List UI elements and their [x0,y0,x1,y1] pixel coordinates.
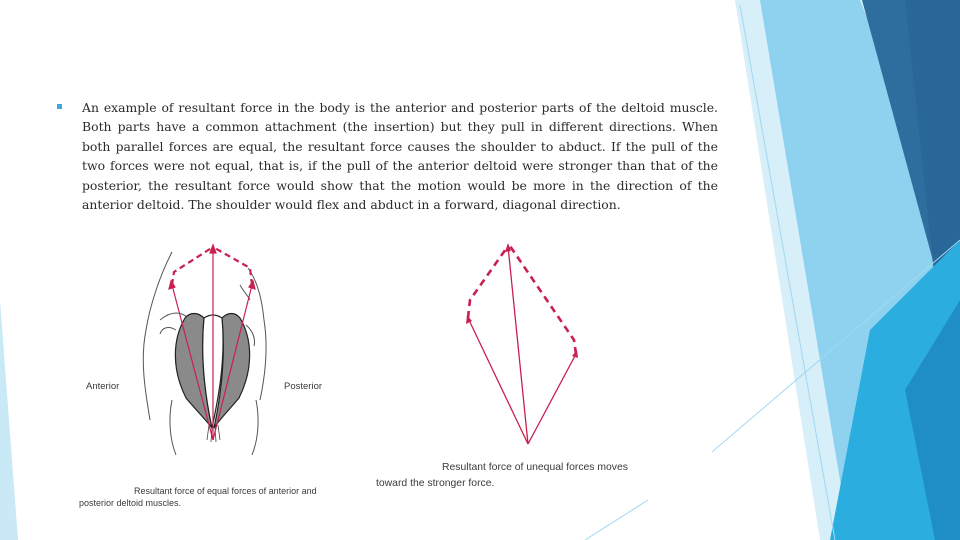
posterior-vector-unequal [528,354,576,444]
label-anterior: Anterior [86,381,120,392]
parallelogram-dashed-left-unequal [468,246,508,318]
caption-unequal-forces [376,460,656,492]
body-paragraph: An example of resultant force in the body is the anterior and posterior parts of the deltoid muscle. Both parts have a common attachment (the insertion) but they pull in different directions. When both parallel forces are equal, the resultant force causes the shoulder to abduct. If the pull of the two forces were not equal, that is, if the pull of the anterior deltoid were stronger than that of the posterior, the resultant force would show that the motion would be more in the direction of the anterior deltoid. The shoulder would flex and abduct in a forward, diagonal direction. [82,100,718,213]
label-posterior: Posterior [284,381,323,392]
caption-equal-line1: Resultant force of equal forces of anterior and [134,486,317,496]
caption-unequal-line2: toward the stronger force. [376,478,495,489]
resultant-vector-unequal [508,246,528,444]
caption-equal-line2: posterior deltoid muscles. [79,498,182,508]
parallelogram-dashed-right-unequal [510,246,576,354]
caption-unequal-line1: Resultant force of unequal forces moves [442,462,628,473]
anterior-vector-unequal [468,318,528,444]
